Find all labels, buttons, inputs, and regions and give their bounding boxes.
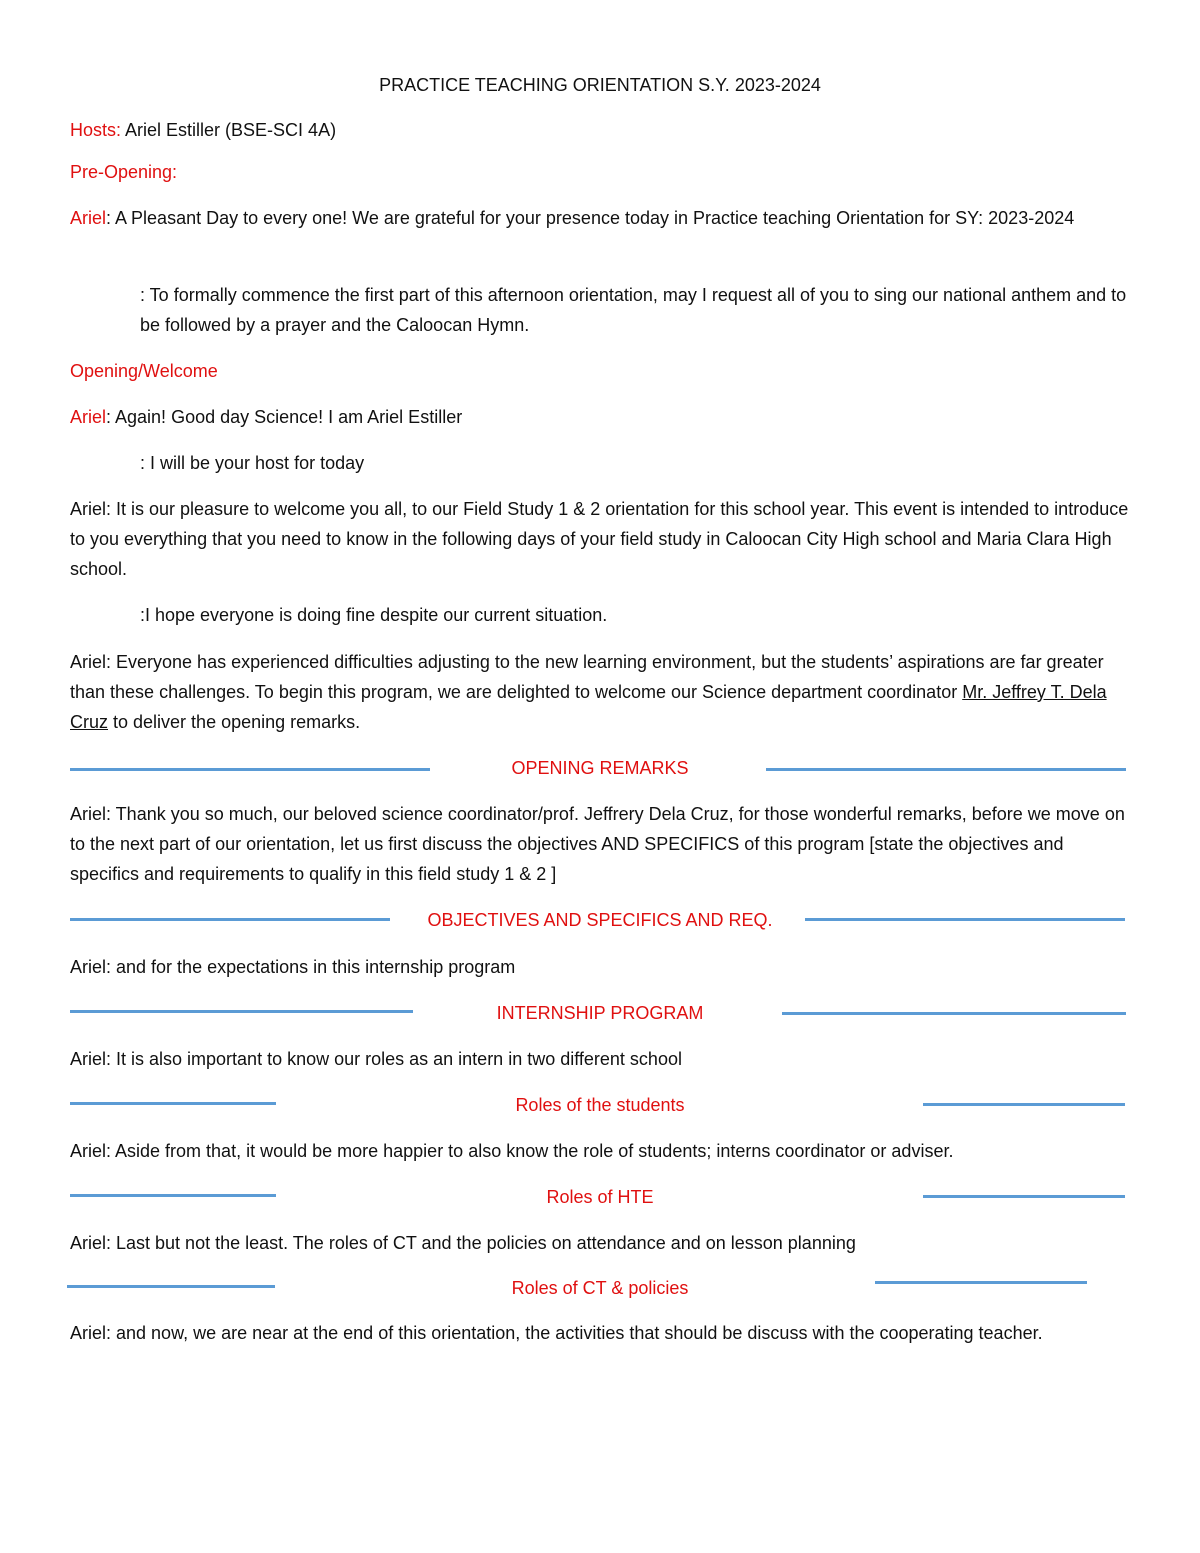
roles-students-heading: Roles of the students bbox=[515, 1095, 685, 1115]
speaker-ariel: Ariel bbox=[70, 208, 107, 228]
paragraph-4: : I will be your host for today bbox=[140, 453, 365, 473]
opening-remarks-heading: OPENING REMARKS bbox=[511, 758, 689, 778]
paragraph-13: Ariel: and now, we are near at the end of this orientation, the activities that should be discuss with the cooperating teacher. bbox=[70, 1323, 1043, 1343]
speaker-ariel: Ariel bbox=[70, 407, 107, 427]
hosts-value: Ariel Estiller (BSE-SCI 4A) bbox=[121, 120, 337, 140]
paragraph-8: Ariel: Thank you so much, our beloved science coordinator/prof. Jeffrery Dela Cruz, for those wonderful remarks, before we move on to the next part of our orientation, let us first discuss the objectives AND SPECIFICS of this program [state the objectives and specifics and requirements to qualify in this field study 1 & 2 ] bbox=[70, 804, 1125, 884]
paragraph-10: Ariel: It is also important to know our roles as an intern in two different school bbox=[70, 1049, 682, 1069]
paragraph-2: : To formally commence the first part of this afternoon orientation, may I request all of you to sing our national anthem and to be followed by a prayer and the Caloocan Hymn. bbox=[140, 285, 1127, 335]
roles-ct-heading: Roles of CT & policies bbox=[511, 1278, 689, 1298]
paragraph-12: Ariel: Last but not the least. The roles of CT and the policies on attendance and on lesson planning bbox=[70, 1233, 856, 1253]
paragraph-1 bbox=[70, 203, 1132, 233]
paragraph-7-text-b: to deliver the opening remarks. bbox=[108, 712, 361, 732]
paragraph-6: :I hope everyone is doing fine despite our current situation. bbox=[140, 605, 608, 625]
paragraph-7-text-a: Ariel: Everyone has experienced difficulties adjusting to the new learning environment, but the students’ aspirations are far greater than these challenges. To begin this program, we are delighted to welcome our Science department coordinator bbox=[70, 652, 1104, 702]
document-title: PRACTICE TEACHING ORIENTATION S.Y. 2023-2024 bbox=[379, 75, 821, 95]
paragraph-9: Ariel: and for the expectations in this internship program bbox=[70, 957, 516, 977]
objectives-heading: OBJECTIVES AND SPECIFICS AND REQ. bbox=[427, 910, 773, 930]
opening-welcome-heading: Opening/Welcome bbox=[70, 361, 218, 381]
hosts-line bbox=[70, 115, 1132, 145]
paragraph-7 bbox=[70, 647, 1132, 737]
internship-heading: INTERNSHIP PROGRAM bbox=[496, 1003, 704, 1023]
roles-hte-heading: Roles of HTE bbox=[546, 1187, 654, 1207]
paragraph-11: Ariel: Aside from that, it would be more happier to also know the role of students; interns coordinator or adviser. bbox=[70, 1141, 954, 1161]
paragraph-1-text: : A Pleasant Day to every one! We are grateful for your presence today in Practice teaching Orientation for SY: 2023-2024 bbox=[106, 208, 1075, 228]
pre-opening-heading: Pre-Opening: bbox=[70, 162, 178, 182]
paragraph-3 bbox=[70, 402, 1132, 432]
paragraph-3-text: : Again! Good day Science! I am Ariel Estiller bbox=[106, 407, 463, 427]
paragraph-5: Ariel: It is our pleasure to welcome you all, to our Field Study 1 & 2 orientation for this school year. This event is intended to introduce to you everything that you need to know in the following days of your field study in Caloocan City High school and Maria Clara High school. bbox=[70, 499, 1129, 579]
coordinator-name: Mr. Jeffrey T. Dela Cruz bbox=[70, 682, 1107, 732]
hosts-label: Hosts: bbox=[70, 120, 122, 140]
